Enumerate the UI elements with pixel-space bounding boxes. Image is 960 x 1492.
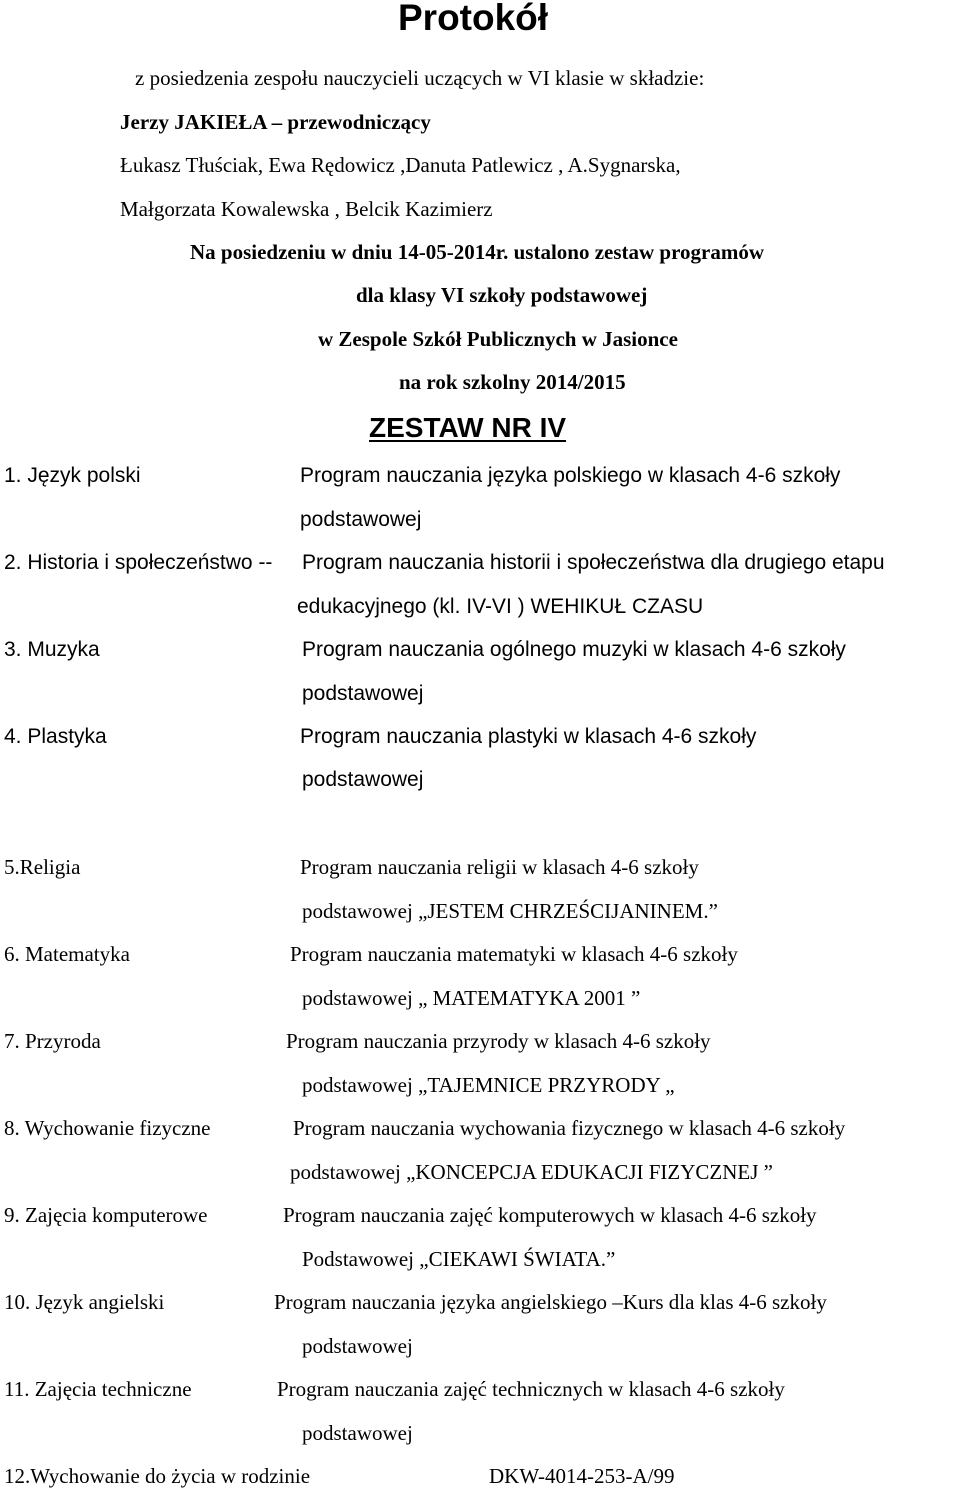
- subject-name: 4. Plastyka: [4, 725, 107, 748]
- subject-program: Program nauczania historii i społeczeństwa dla drugiego etapu: [302, 551, 885, 574]
- set-heading: ZESTAW NR IV: [369, 412, 567, 443]
- subject-program-cont: podstawowej: [302, 1334, 413, 1358]
- subject-program-cont: podstawowej: [302, 1421, 413, 1445]
- subject-program-cont: podstawowej: [302, 682, 424, 705]
- subject-program: Program nauczania zajęć komputerowych w klasach 4-6 szkoły: [283, 1203, 817, 1227]
- subject-program-cont: podstawowej „ MATEMATYKA 2001 ”: [302, 986, 641, 1010]
- subject-name: 9. Zajęcia komputerowe: [4, 1203, 208, 1227]
- subject-program: DKW-4014-253-A/99: [489, 1464, 675, 1488]
- subject-program-cont: podstawowej „TAJEMNICE PRZYRODY „: [302, 1073, 675, 1097]
- subject-name: 10. Język angielski: [4, 1290, 165, 1314]
- chairman-line: Jerzy JAKIEŁA – przewodniczący: [120, 110, 431, 134]
- school-year-line: na rok szkolny 2014/2015: [399, 370, 626, 394]
- subject-name: 7. Przyroda: [4, 1029, 101, 1053]
- subject-name: 1. Język polski: [4, 464, 141, 487]
- subject-program-cont: Podstawowej „CIEKAWI ŚWIATA.”: [302, 1247, 616, 1271]
- subject-program: Program nauczania ogólnego muzyki w klasach 4-6 szkoły: [302, 638, 846, 661]
- class-line: dla klasy VI szkoły podstawowej: [356, 283, 648, 307]
- subject-program: Program nauczania języka angielskiego –Kurs dla klas 4-6 szkoły: [274, 1290, 827, 1314]
- meeting-line: Na posiedzeniu w dniu 14-05-2014r. ustalono zestaw programów: [190, 240, 765, 264]
- subject-program: Program nauczania języka polskiego w klasach 4-6 szkoły: [300, 464, 841, 487]
- members-line-2: Małgorzata Kowalewska , Belcik Kazimierz: [120, 197, 493, 221]
- subject-name: 2. Historia i społeczeństwo --: [4, 551, 273, 574]
- subject-program: Program nauczania wychowania fizycznego w klasach 4-6 szkoły: [293, 1116, 846, 1140]
- subject-program: Program nauczania matematyki w klasach 4-6 szkoły: [290, 942, 738, 966]
- subject-name: 8. Wychowanie fizyczne: [4, 1116, 211, 1140]
- subject-name: 3. Muzyka: [4, 638, 100, 661]
- subject-program: Program nauczania przyrody w klasach 4-6 szkoły: [286, 1029, 711, 1053]
- subject-name: 6. Matematyka: [4, 942, 130, 966]
- subject-name: 5.Religia: [4, 855, 81, 879]
- subject-program-cont: podstawowej „KONCEPCJA EDUKACJI FIZYCZNEJ ”: [290, 1160, 773, 1184]
- subject-program-cont: podstawowej: [302, 768, 424, 791]
- intro-line: z posiedzenia zespołu nauczycieli uczących w VI klasie w składzie:: [135, 66, 705, 90]
- document-title: Protokół: [398, 0, 549, 38]
- subject-name: 11. Zajęcia techniczne: [4, 1377, 192, 1401]
- subject-program: Program nauczania zajęć technicznych w klasach 4-6 szkoły: [277, 1377, 785, 1401]
- subject-program-cont: podstawowej: [300, 508, 422, 531]
- subject-program-cont: edukacyjnego (kl. IV-VI ) WEHIKUŁ CZASU: [297, 595, 704, 618]
- school-line: w Zespole Szkół Publicznych w Jasionce: [318, 327, 678, 351]
- members-line-1: Łukasz Tłuściak, Ewa Rędowicz ,Danuta Patlewicz , A.Sygnarska,: [120, 153, 681, 177]
- subject-program: Program nauczania plastyki w klasach 4-6 szkoły: [300, 725, 757, 748]
- subject-program-cont: podstawowej „JESTEM CHRZEŚCIJANINEM.”: [302, 899, 718, 923]
- subject-name: 12.Wychowanie do życia w rodzinie: [4, 1464, 311, 1488]
- subject-program: Program nauczania religii w klasach 4-6 szkoły: [300, 855, 699, 879]
